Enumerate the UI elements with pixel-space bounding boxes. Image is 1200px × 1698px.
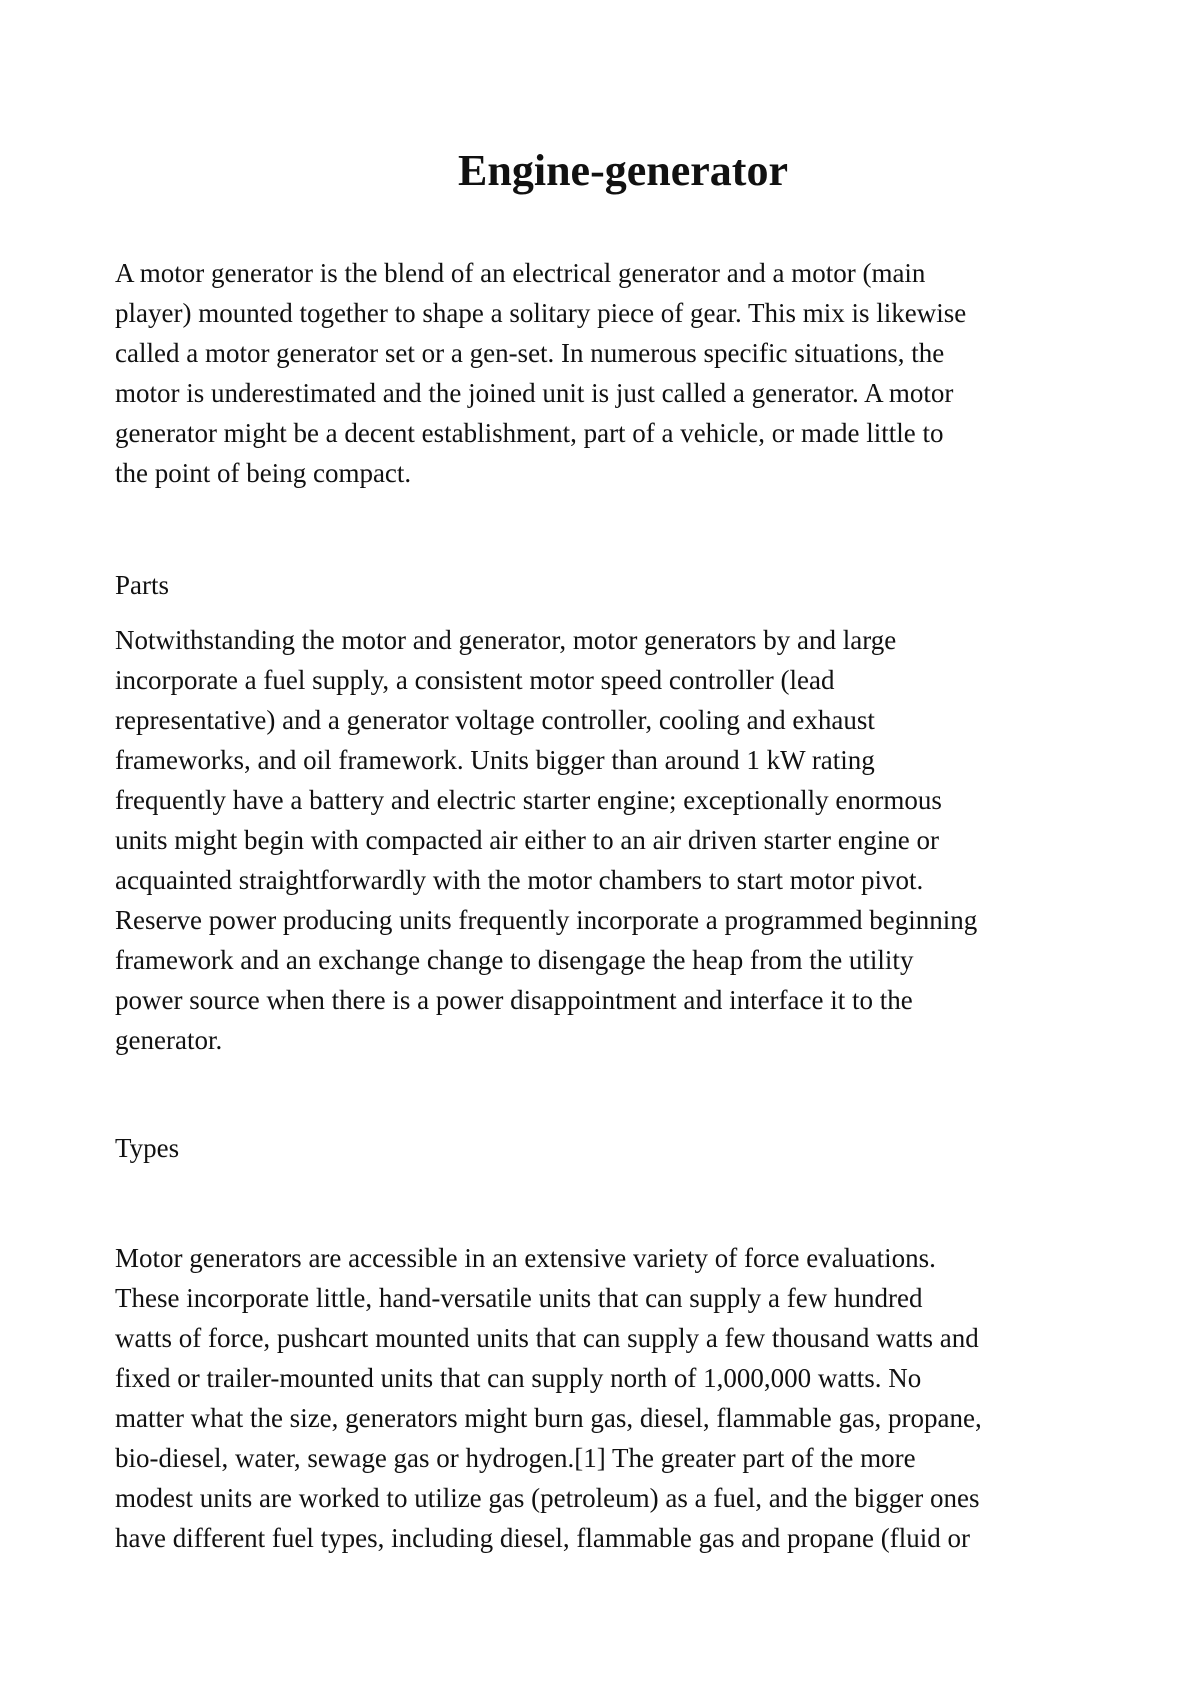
page-title: Engine-generator bbox=[458, 146, 788, 195]
text-line: player) mounted together to shape a solitary piece of gear. This mix is likewise bbox=[115, 298, 967, 328]
section-heading-parts: Parts bbox=[115, 570, 169, 600]
text-line: frequently have a battery and electric starter engine; exceptionally enormous bbox=[115, 785, 942, 815]
intro-paragraph bbox=[115, 253, 1105, 493]
text-line: Reserve power producing units frequently incorporate a programmed beginning bbox=[115, 905, 978, 935]
text-line: watts of force, pushcart mounted units that can supply a few thousand watts and bbox=[115, 1323, 979, 1353]
text-line: bio-diesel, water, sewage gas or hydrogen.[1] The greater part of the more bbox=[115, 1443, 916, 1473]
text-line: generator. bbox=[115, 1025, 223, 1055]
text-line: incorporate a fuel supply, a consistent motor speed controller (lead bbox=[115, 665, 835, 695]
types-paragraph bbox=[115, 1238, 1105, 1558]
text-line: Notwithstanding the motor and generator, motor generators by and large bbox=[115, 625, 897, 655]
text-line: Motor generators are accessible in an extensive variety of force evaluations. bbox=[115, 1243, 936, 1273]
parts-paragraph bbox=[115, 620, 1105, 1060]
text-line: These incorporate little, hand-versatile units that can supply a few hundred bbox=[115, 1283, 923, 1313]
text-line: motor is underestimated and the joined unit is just called a generator. A motor bbox=[115, 378, 954, 408]
text-line: modest units are worked to utilize gas (petroleum) as a fuel, and the bigger ones bbox=[115, 1483, 980, 1513]
text-line: A motor generator is the blend of an electrical generator and a motor (main bbox=[115, 258, 926, 288]
text-line: called a motor generator set or a gen-set. In numerous specific situations, the bbox=[115, 338, 945, 368]
text-line: matter what the size, generators might burn gas, diesel, flammable gas, propane, bbox=[115, 1403, 982, 1433]
section-heading-types: Types bbox=[115, 1133, 180, 1163]
text-line: framework and an exchange change to disengage the heap from the utility bbox=[115, 945, 914, 975]
text-line: fixed or trailer-mounted units that can supply north of 1,000,000 watts. No bbox=[115, 1363, 922, 1393]
text-line: acquainted straightforwardly with the motor chambers to start motor pivot. bbox=[115, 865, 924, 895]
text-line: power source when there is a power disappointment and interface it to the bbox=[115, 985, 913, 1015]
text-line: frameworks, and oil framework. Units bigger than around 1 kW rating bbox=[115, 745, 875, 775]
text-line: generator might be a decent establishment, part of a vehicle, or made little to bbox=[115, 418, 944, 448]
text-line: representative) and a generator voltage controller, cooling and exhaust bbox=[115, 705, 875, 735]
text-line: the point of being compact. bbox=[115, 458, 412, 488]
text-line: units might begin with compacted air either to an air driven starter engine or bbox=[115, 825, 939, 855]
text-line: have different fuel types, including diesel, flammable gas and propane (fluid or bbox=[115, 1523, 970, 1553]
